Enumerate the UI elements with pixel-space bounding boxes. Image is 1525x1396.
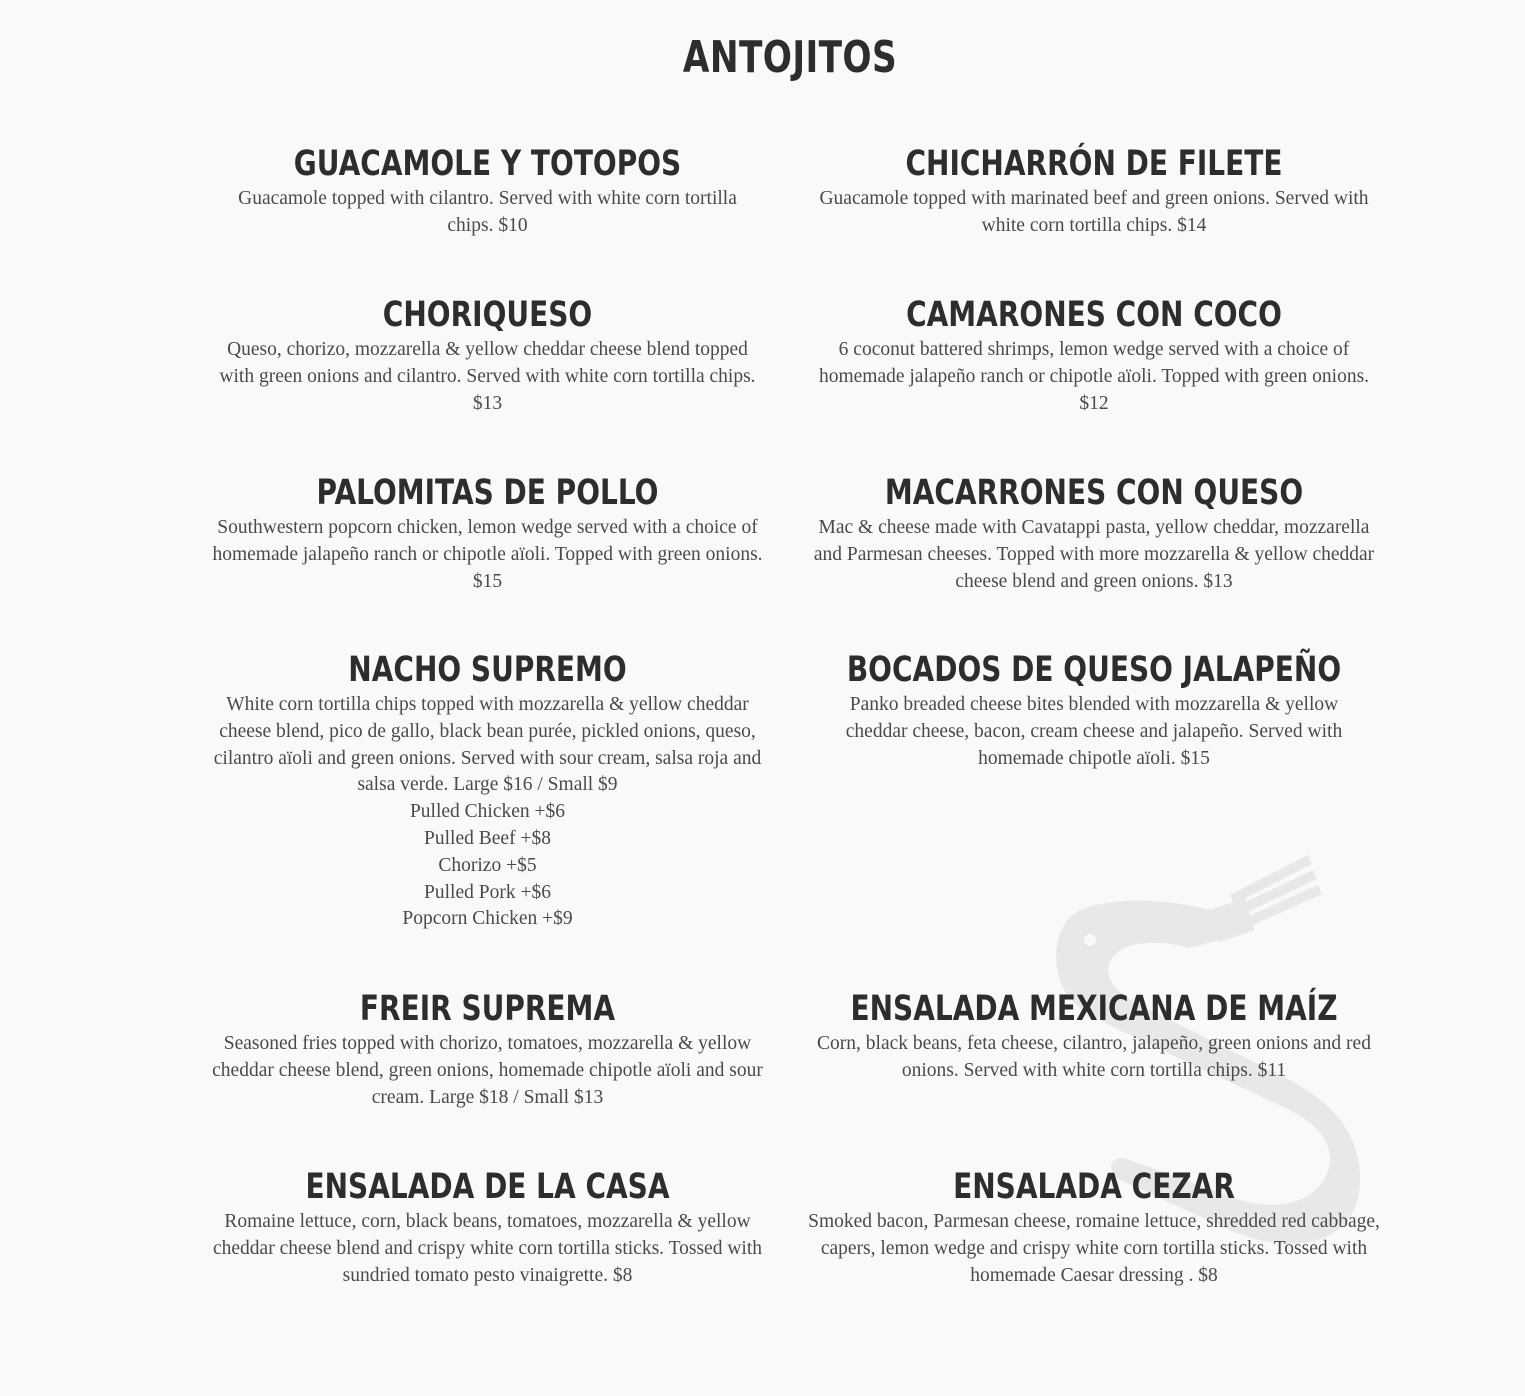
item-description: Guacamole topped with marinated beef and green onions. Served with white corn tortilla chips. $14	[819, 188, 1369, 236]
item-description: Queso, chorizo, mozzarella & yellow cheddar cheese blend topped with green onions and cilantro. Served with white corn tortilla chips. $13	[219, 339, 756, 414]
item-description: Seasoned fries topped with chorizo, tomatoes, mozzarella & yellow cheddar cheese blend, green onions, homemade chipotle aïoli and sour cream. Large $18 / Small $13	[212, 1033, 763, 1108]
item-name: CHORIQUESO	[382, 295, 593, 335]
item-description: Corn, black beans, feta cheese, cilantro, jalapeño, green onions and red onions. Served with white corn tortilla chips. $11	[817, 1033, 1371, 1081]
item-description: Mac & cheese made with Cavatappi pasta, yellow cheddar, mozzarella and Parmesan cheeses. Topped with more mozzarella & yellow cheddar cheese blend and green onions. $13	[813, 517, 1375, 592]
item-name: MACARRONES CON QUESO	[884, 473, 1304, 513]
item-name: ENSALADA DE LA CASA	[305, 1167, 670, 1207]
item-name: ENSALADA MEXICANA DE MAÍZ	[850, 989, 1338, 1029]
menu-item	[200, 473, 775, 595]
menu-item	[808, 650, 1380, 772]
addon-option: Popcorn Chicken +$9	[402, 908, 573, 930]
item-name: NACHO SUPREMO	[348, 650, 627, 690]
menu-item	[808, 989, 1380, 1085]
addon-option: Chorizo +$5	[438, 854, 537, 876]
page-title: ANTOJITOS	[682, 32, 898, 83]
addon-option: Pulled Beef +$8	[424, 827, 551, 849]
menu-item	[200, 989, 775, 1111]
item-description: Southwestern popcorn chicken, lemon wedge served with a choice of homemade jalapeño ranch or chipotle aïoli. Topped with green onions. $15	[212, 517, 763, 592]
menu-item	[808, 144, 1380, 240]
item-description	[200, 692, 775, 933]
menu-item	[808, 473, 1380, 595]
item-name: PALOMITAS DE POLLO	[316, 473, 659, 513]
item-description-text: White corn tortilla chips topped with mozzarella & yellow cheddar cheese blend, pico de gallo, black bean purée, pickled onions, queso, cilantro aïoli and green onions. Served with sour cream, salsa roja and salsa verde. Large $16 / Small $9	[213, 694, 762, 796]
menu-item	[808, 1167, 1380, 1289]
menu-item	[200, 144, 775, 240]
addon-option: Pulled Chicken +$6	[409, 801, 566, 823]
item-name: CHICHARRÓN DE FILETE	[905, 144, 1283, 184]
addon-option: Pulled Pork +$6	[424, 881, 551, 903]
item-name: FREIR SUPREMA	[359, 989, 616, 1029]
menu-item	[200, 650, 775, 933]
item-description: Smoked bacon, Parmesan cheese, romaine lettuce, shredded red cabbage, capers, lemon wedge and crispy white corn tortilla sticks. Tossed with homemade Caesar dressing . $8	[808, 1211, 1380, 1286]
menu-item	[200, 1167, 775, 1289]
item-description: 6 coconut battered shrimps, lemon wedge served with a choice of homemade jalapeño ranch or chipotle aïoli. Topped with green onions. $12	[818, 339, 1370, 414]
item-name: BOCADOS DE QUESO JALAPEÑO	[846, 650, 1342, 690]
item-name: GUACAMOLE Y TOTOPOS	[293, 144, 682, 184]
item-name: ENSALADA CEZAR	[953, 1167, 1235, 1207]
item-description: Panko breaded cheese bites blended with mozzarella & yellow cheddar cheese, bacon, cream cheese and jalapeño. Served with homemade chipotle aïoli. $15	[845, 694, 1343, 769]
item-description: Romaine lettuce, corn, black beans, tomatoes, mozzarella & yellow cheddar cheese blend and crispy white corn tortilla sticks. Tossed with sundried tomato pesto vinaigrette. $8	[213, 1211, 762, 1286]
item-description: Guacamole topped with cilantro. Served with white corn tortilla chips. $10	[238, 188, 737, 236]
menu-item	[200, 295, 775, 417]
menu-item	[808, 295, 1380, 417]
item-name: CAMARONES CON COCO	[906, 295, 1282, 335]
